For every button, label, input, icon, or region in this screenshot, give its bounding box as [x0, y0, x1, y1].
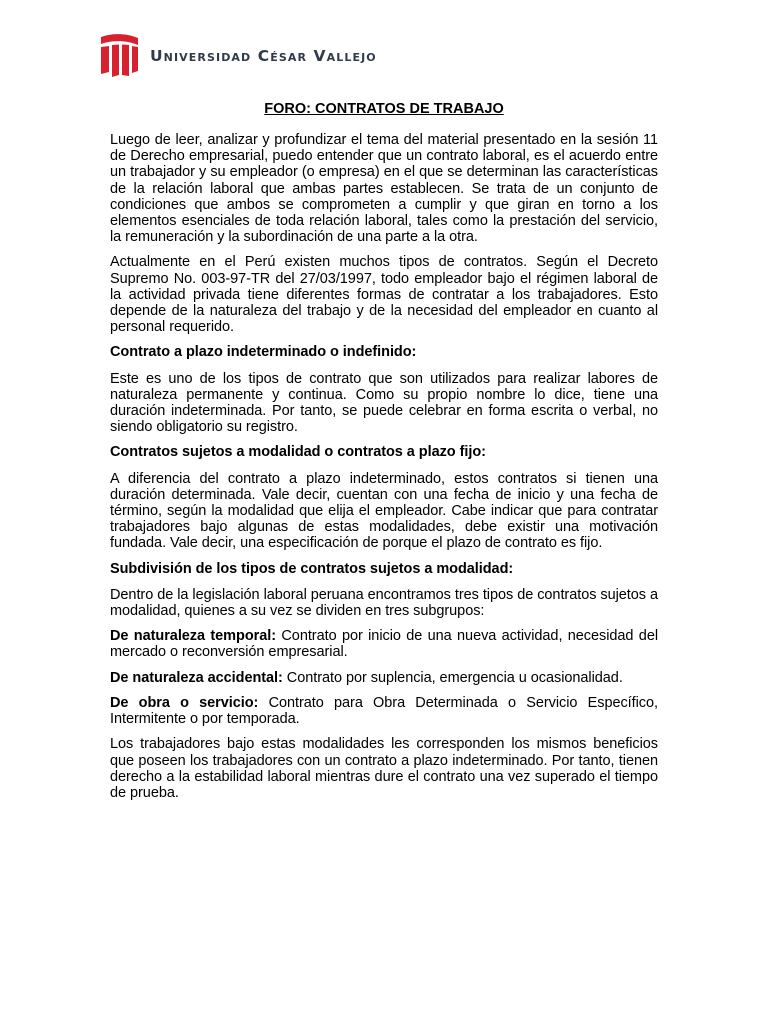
item-obra-servicio-text: Contrato para Obra Determinada o Servicio Específico, Intermitente o por temporada.	[110, 694, 659, 728]
document-body	[110, 100, 658, 810]
document-title: FORO: CONTRATOS DE TRABAJO	[264, 101, 504, 117]
item-accidental-lead: De naturaleza accidental:	[110, 669, 283, 686]
item-temporal-text: Contrato por inicio de una nueva actividad, necesidad del mercado o reconversión empresarial.	[110, 628, 659, 661]
paragraph-subdivision: Dentro de la legislación laboral peruana encontramos tres tipos de contratos sujetos a modalidad, quienes a su vez se dividen en tres subgrupos:	[110, 586, 658, 620]
item-temporal	[110, 628, 658, 660]
item-obra-servicio	[110, 695, 658, 727]
heading-fixed-term-contract: Contratos sujetos a modalidad o contratos a plazo fijo:	[110, 444, 486, 461]
paragraph-benefits: Los trabajadores bajo estas modalidades les corresponden los mismos beneficios que poseen los trabajadores con un contrato a plazo indeterminado. Por tanto, tienen derecho a la estabilidad laboral mientras dure el contrato una vez superado el tiempo de prueba.	[110, 736, 658, 801]
heading-indefinite-contract: Contrato a plazo indeterminado o indefinido:	[110, 344, 417, 361]
item-accidental-text: Contrato por suplencia, emergencia u ocasionalidad.	[282, 669, 623, 686]
paragraph-context: Actualmente en el Perú existen muchos tipos de contratos. Según el Decreto Supremo No. 003-97-TR del 27/03/1997, todo empleador bajo el régimen laboral de la actividad privada tiene diferentes formas de contratar a los trabajadores. Esto depende de la naturaleza del trabajo y de la necesidad del empleador en cuanto al personal requerido.	[110, 254, 658, 336]
university-name: Universidad César Vallejo	[150, 47, 377, 65]
item-obra-servicio-lead: De obra o servicio:	[110, 694, 259, 711]
university-header	[100, 33, 377, 79]
paragraph-fixed-term-contract: A diferencia del contrato a plazo indeterminado, estos contratos si tienen una duración determinada. Vale decir, cuentan con una fecha de inicio y una fecha de término, según la modalidad que elija el empleador. Cabe indicar que para contratar trabajadores bajo algunas de estas modalidades, debe existir una motivación fundada. Vale decir, una especificación de porque el plazo de contrato es fijo.	[110, 470, 658, 552]
paragraph-intro: Luego de leer, analizar y profundizar el tema del material presentado en la sesión 11 de Derecho empresarial, puedo entender que un contrato laboral, es el acuerdo entre un trabajador y su empleador (o empresa) en el que se determinan las características de la relación laboral que ambas partes establecen. Se trata de un conjunto de condiciones que ambos se comprometen a cumplir y que giran en torno a los elementos esenciales de toda relación laboral, tales como la prestación del servicio, la remuneración y la subordinación de una parte a la otra.	[110, 132, 658, 246]
university-logo-icon	[100, 33, 140, 79]
heading-subdivision: Subdivisión de los tipos de contratos sujetos a modalidad:	[110, 560, 514, 577]
paragraph-indefinite-contract: Este es uno de los tipos de contrato que son utilizados para realizar labores de naturaleza permanente y continua. Como su propio nombre lo dice, tiene una duración indeterminada. Por tanto, se puede celebrar en forma escrita o verbal, no siendo obligatorio su registro.	[110, 370, 658, 436]
item-temporal-lead: De naturaleza temporal:	[110, 628, 277, 645]
item-accidental	[110, 670, 658, 686]
